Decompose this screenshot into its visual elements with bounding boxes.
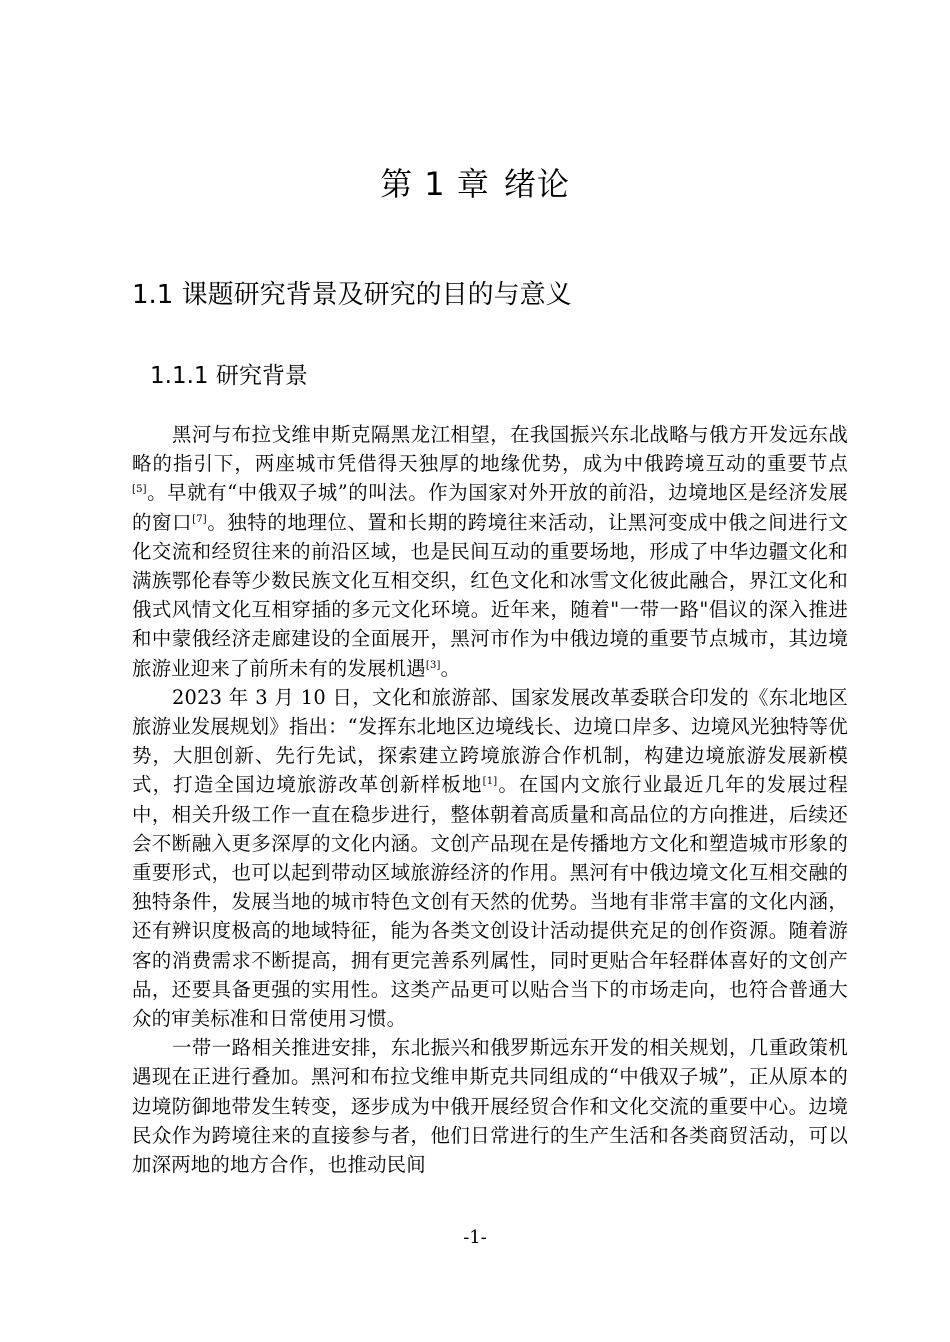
citation-marker: [7] (192, 513, 207, 525)
citation-marker: [5] (132, 484, 147, 496)
citation-marker: [3] (425, 659, 441, 671)
chapter-number: 第 1 章 (380, 165, 490, 203)
body-text (132, 420, 848, 1179)
paragraph-text: 。 (440, 656, 461, 680)
section-heading: 1.1 课题研究背景及研究的目的与意义 (132, 280, 572, 310)
paragraph-text: 。独特的地理位、置和长期的跨境往来活动，让黑河变成中俄之间进行文化交流和经贸往来的前沿区域，也是民间互动的重要场地，形成了中华边疆文化和满族鄂伦春等少数民族文化互相交织，红色文化和冰雪文化彼此融合，界江文化和俄式风情文化互相穿插的多元文化环境。近年来，随着"一带一路"倡议的深入推进和中蒙俄经济走廊建设的全面展开，黑河市作为中俄边境的重要节点城市，其边境旅游业迎来了前所未有的发展机遇 (132, 510, 848, 680)
paragraph-text: 2023 年 3 月 10 日，文化和旅游部、国家发展改革委联合印发的《东北地区旅游业发展规划》指出：“发挥东北地区边境线长、边境口岸多、边境风光独特等优势，大胆创新、先行先试，探索建立跨境旅游合作机制，构建边境旅游发展新模式，打造全国边境旅游改革创新样板地 (132, 685, 848, 797)
paragraph-text: 黑河与布拉戈维申斯克隔黑龙江相望，在我国振兴东北战略与俄方开发远东战略的指引下，两座城市凭借得天独厚的地缘优势，成为中俄跨境互动的重要节点 (132, 423, 848, 476)
paragraph-text: 。在国内文旅行业最近几年的发展过程中，相关升级工作一直在稳步进行，整体朝着高质量和高品位的方向推进，后续还会不断融入更多深厚的文化内涵。文创产品现在是传播地方文化和塑造城市形象的重要形式，也可以起到带动区域旅游经济的作用。黑河有中俄边境文化互相交融的独特条件，发展当地的城市特色文创有天然的优势。当地有非常丰富的文化内涵，还有辨识度极高的地域特征，能为各类文创设计活动提供充足的创作资源。随着游客的消费需求不断提高，拥有更完善系列属性，同时更贴合年轻群体喜好的文创产品，还要具备更强的实用性。这类产品更可以贴合当下的市场走向，也符合普通大众的审美标准和日常使用习惯。 (132, 773, 849, 1031)
chapter-name: 绪论 (503, 165, 570, 203)
citation-marker: [1] (482, 776, 498, 788)
paragraph-text: 一带一路相关推进安排，东北振兴和俄罗斯远东开发的相关规划，几重政策机遇现在正进行叠加。黑河和布拉戈维申斯克共同组成的“中俄双子城”，正从原本的边境防御地带发生转变，逐步成为中俄开展经贸合作和文化交流的重要中心。边境民众作为跨境往来的直接参与者，他们日常进行的生产生活和各类商贸活动，可以加深两地的地方合作，也推动民间 (132, 1036, 848, 1177)
paragraph (132, 1033, 848, 1179)
subsection-heading: 1.1.1 研究背景 (150, 363, 308, 389)
chapter-title (0, 160, 950, 208)
paragraph (132, 420, 848, 683)
page-number: -1- (463, 1227, 487, 1248)
paragraph-text: 。早就有“中俄双子城”的叫法。作为国家对外开放的前沿，边境地区是经济发展的窗口 (132, 481, 848, 534)
paragraph (132, 683, 848, 1033)
